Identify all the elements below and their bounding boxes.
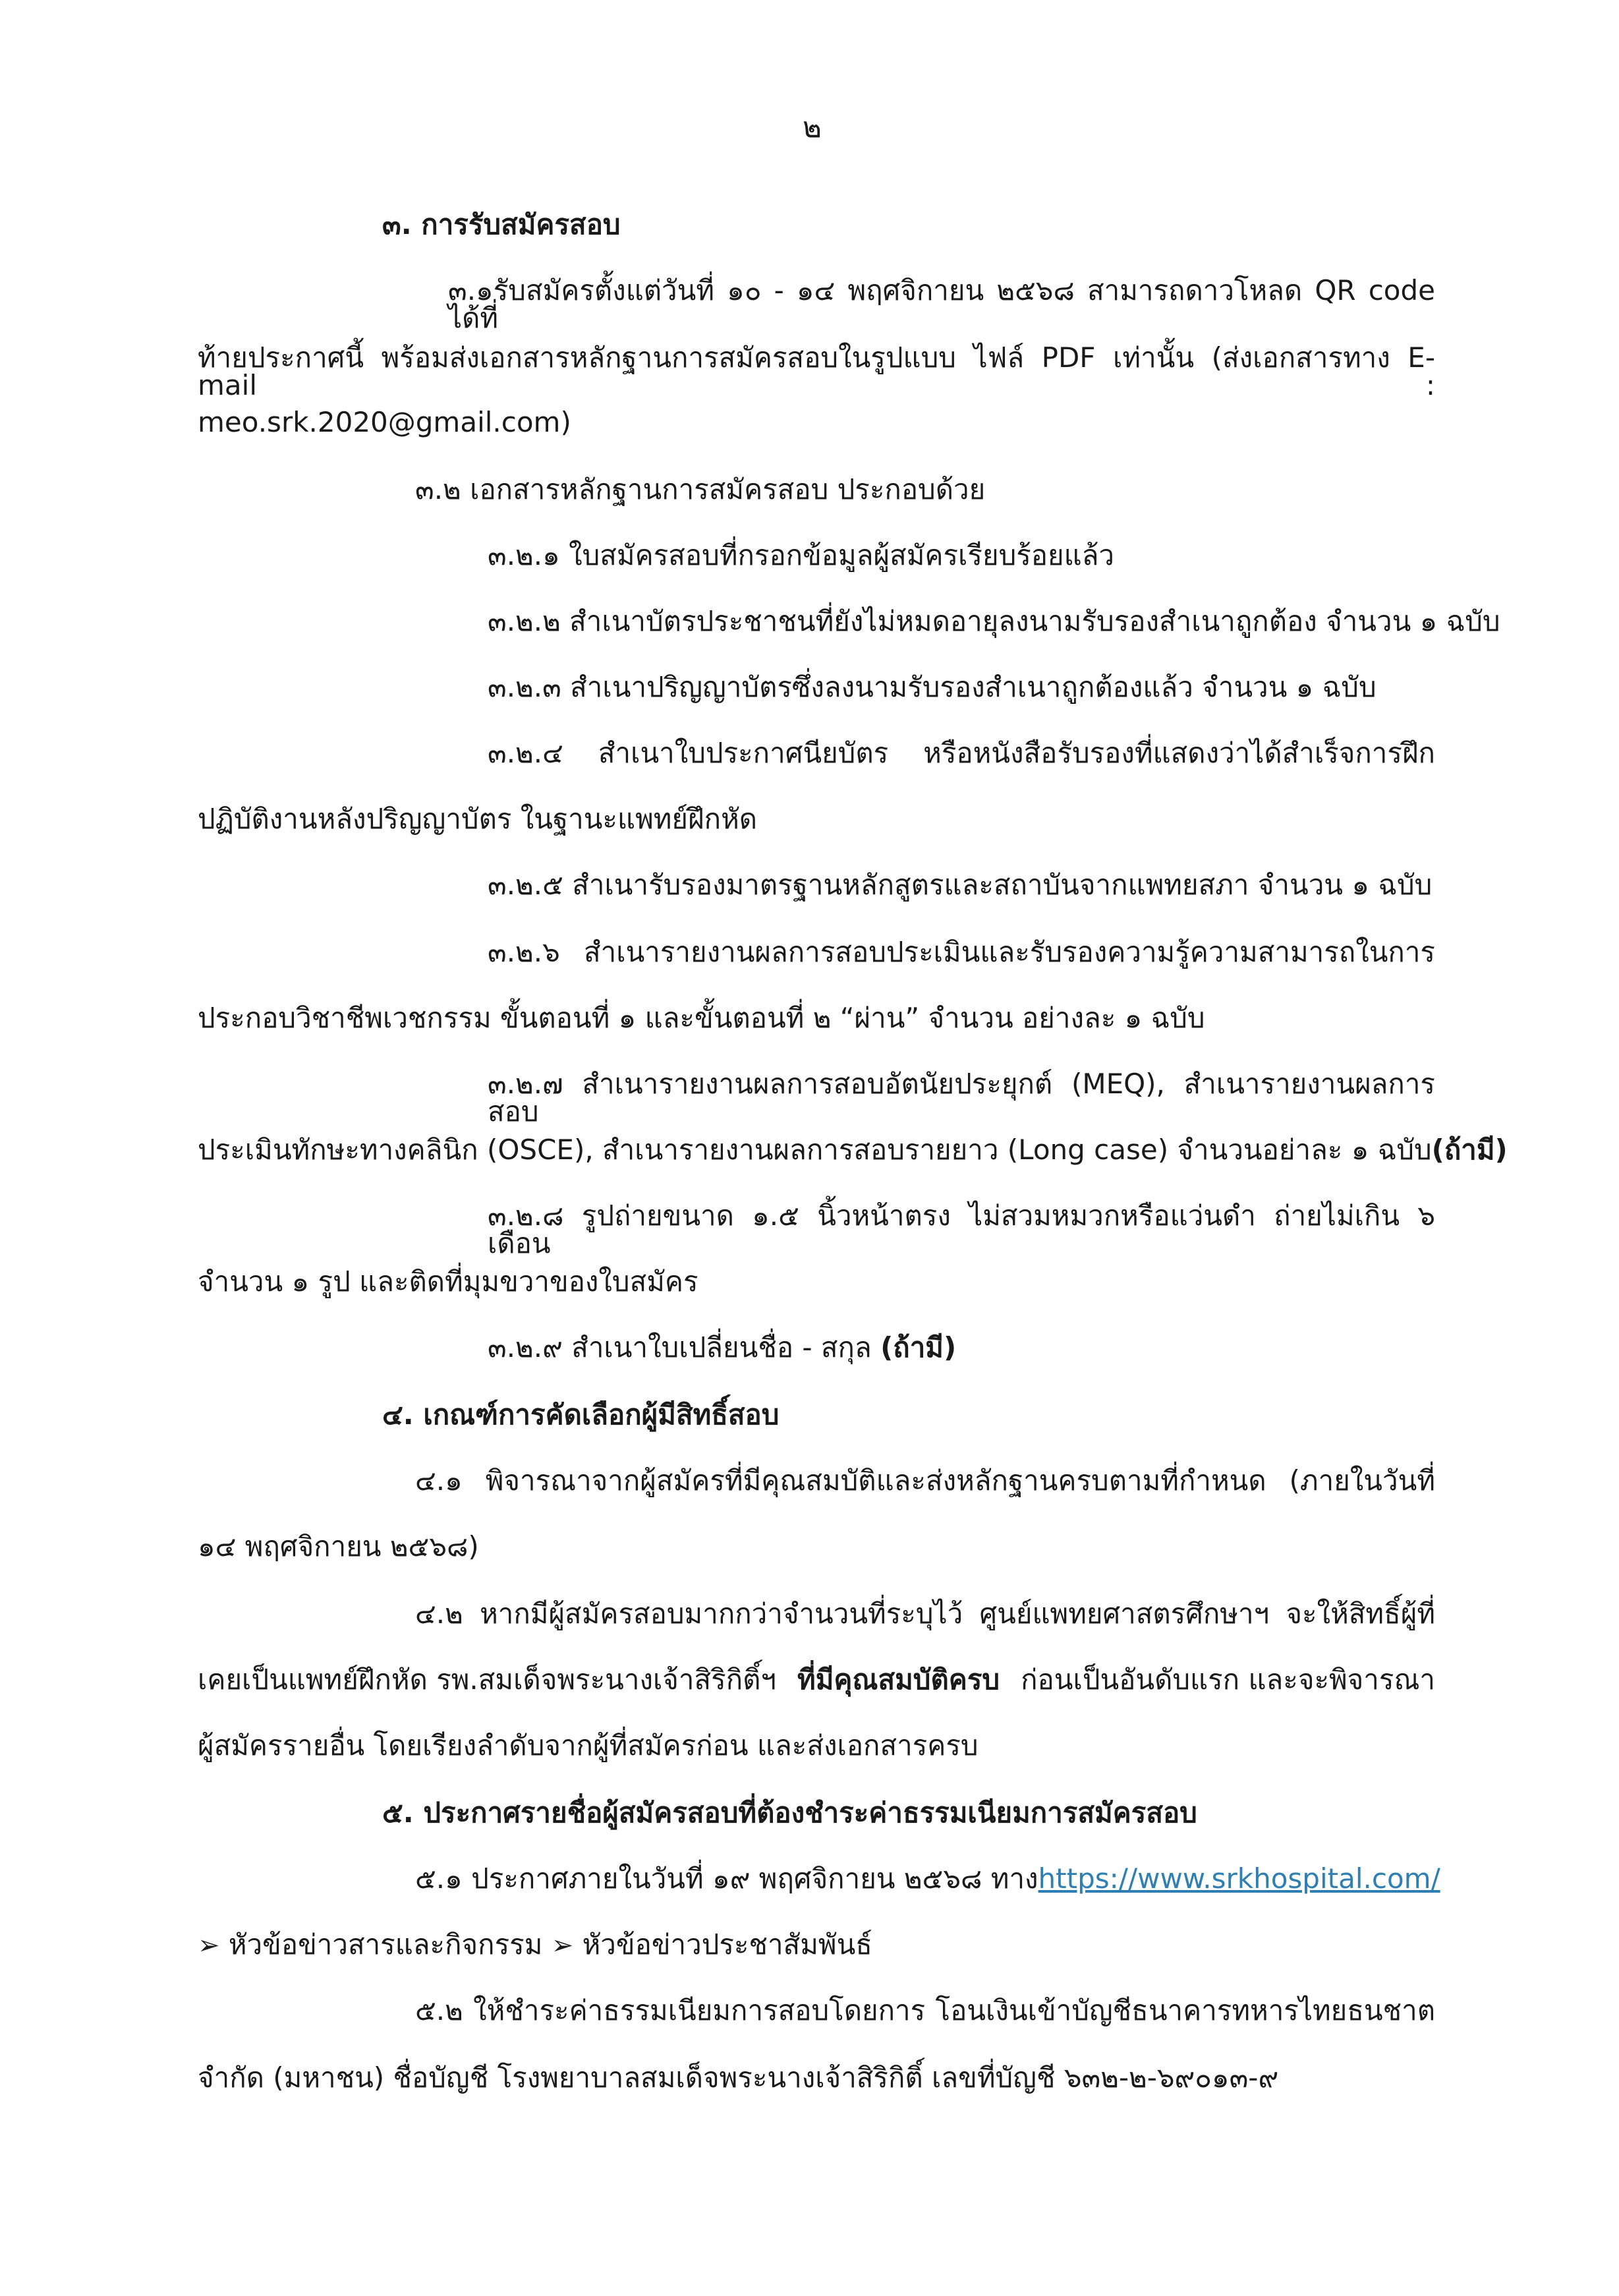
item-3-2-7-text: ประเมินทักษะทางคลินิก (OSCE), สำเนารายงานผลการสอบรายยาว (Long case) จำนวนอย่าละ ๑ ฉบับ (198, 1134, 1432, 1166)
para-5-2-line-2: จำกัด (มหาชน) ชื่อบัญชี โรงพยาบาลสมเด็จพระนางเจ้าสิริกิติ์ เลขที่บัญชี ๖๓๒-๒-๖๙๐๑๓-๙ (198, 2061, 1279, 2094)
qualified-emphasis: ที่มีคุณสมบัติครบ (797, 1663, 1000, 1696)
item-3-2-6-line-2: ประกอบวิชาชีพเวชกรรม ขั้นตอนที่ ๑ และขั้นตอนที่ ๒ “ผ่าน” จำนวน อย่างละ ๑ ฉบับ (198, 1002, 1205, 1034)
arrow-icon: ➢ (198, 1930, 220, 1961)
item-3-2-2: ๓.๒.๒ สำเนาบัตรประชาชนที่ยังไม่หมดอายุลงนามรับรองสำเนาถูกต้อง จำนวน ๑ ฉบับ (488, 605, 1500, 637)
item-3-2-8-line-1: ๓.๒.๘ รูปถ่ายขนาด ๑.๕ นิ้วหน้าตรง ไม่สวมหมวกหรือแว่นดำ ถ่ายไม่เกิน ๖ เดือน (488, 1199, 1435, 1259)
nav-public-relations: หัวข้อข่าวประชาสัมพันธ์ (582, 1928, 872, 1961)
para-4-1-line-2: ๑๔ พฤศจิกายน ๒๕๖๘) (198, 1530, 479, 1563)
item-3-2-9-text: ๓.๒.๙ สำเนาใบเปลี่ยนชื่อ - สกุล (488, 1331, 872, 1363)
para-3-2: ๓.๒ เอกสารหลักฐานการสมัครสอบ ประกอบด้วย (415, 473, 986, 505)
item-3-2-4-line-2: ปฏิบัติงานหลังปริญญาบัตร ในฐานะแพทย์ฝึกหัด (198, 803, 758, 835)
item-3-2-7-line-2 (198, 1134, 1508, 1166)
para-5-2-line-1: ๕.๒ ให้ชำระค่าธรรมเนียมการสอบโดยการ โอนเงินเข้าบัญชีธนาคารทหารไทยธนชาต (415, 1994, 1435, 2026)
para-4-2-line-3: ผู้สมัครรายอื่น โดยเรียงลำดับจากผู้ที่สมัครก่อน และส่งเอกสารครบ (198, 1729, 979, 1762)
para-3-1-line-2: ท้ายประกาศนี้ พร้อมส่งเอกสารหลักฐานการสมัครสอบในรูปแบบ ไฟล์ PDF เท่านั้น (ส่งเอกสารทาง E-mail : (198, 341, 1435, 401)
if-any-label: (ถ้ามี) (880, 1331, 957, 1363)
item-3-2-9 (488, 1331, 957, 1363)
item-3-2-8-line-2: จำนวน ๑ รูป และติดที่มุมขวาของใบสมัคร (198, 1265, 698, 1298)
item-3-2-4-line-1: ๓.๒.๔ สำเนาใบประกาศนียบัตร หรือหนังสือรับรองที่แสดงว่าได้สำเร็จการฝึก (488, 737, 1435, 769)
navigation-path (198, 1928, 872, 1961)
para-4-2-line-2 (198, 1663, 1435, 1696)
section-5-heading: ๕. ประกาศรายชื่อผู้สมัครสอบที่ต้องชำระค่าธรรมเนียมการสมัครสอบ (382, 1796, 1197, 1829)
nav-news-activities: หัวข้อข่าวสารและกิจกรรม (228, 1928, 543, 1961)
section-4-heading: ๔. เกณฑ์การคัดเลือกผู้มีสิทธิ์สอบ (382, 1398, 780, 1431)
arrow-icon: ➢ (551, 1930, 574, 1961)
para-3-1-line-3: meo.srk.2020@gmail.com) (198, 406, 571, 438)
para-4-2-text-a: เคยเป็นแพทย์ฝึกหัด รพ.สมเด็จพระนางเจ้าสิริกิติ์ฯ (198, 1663, 776, 1696)
page-number: ๒ (803, 111, 822, 144)
hospital-website-link[interactable]: https://www.srkhospital.com/ (1038, 1862, 1440, 1895)
para-3-1-line-1: ๓.๑รับสมัครตั้งแต่วันที่ ๑๐ - ๑๔ พฤศจิกายน ๒๕๖๘ สามารถดาวโหลด QR code ได้ที่ (448, 274, 1435, 334)
item-3-2-5: ๓.๒.๕ สำเนารับรองมาตรฐานหลักสูตรและสถาบันจากแพทยสภา จำนวน ๑ ฉบับ (488, 869, 1433, 901)
item-3-2-1: ๓.๒.๑ ใบสมัครสอบที่กรอกข้อมูลผู้สมัครเรียบร้อยแล้ว (488, 539, 1115, 571)
if-any-label: (ถ้ามี) (1431, 1134, 1508, 1166)
para-5-1-text: ๕.๑ ประกาศภายในวันที่ ๑๙ พฤศจิกายน ๒๕๖๘ ทาง (415, 1862, 1038, 1895)
para-5-1-line-1 (415, 1862, 1440, 1895)
para-4-1-line-1: ๔.๑ พิจารณาจากผู้สมัครที่มีคุณสมบัติและส่งหลักฐานครบตามที่กำหนด (ภายในวันที่ (415, 1464, 1435, 1497)
section-3-heading: ๓. การรับสมัครสอบ (382, 208, 621, 241)
item-3-2-3: ๓.๒.๓ สำเนาปริญญาบัตรซึ่งลงนามรับรองสำเนาถูกต้องแล้ว จำนวน ๑ ฉบับ (488, 671, 1377, 703)
para-4-2-text-c: ก่อนเป็นอันดับแรก และจะพิจารณา (1021, 1663, 1435, 1696)
item-3-2-7-line-1: ๓.๒.๗ สำเนารายงานผลการสอบอัตนัยประยุกต์ (MEQ), สำเนารายงานผลการสอบ (488, 1068, 1435, 1128)
item-3-2-6-line-1: ๓.๒.๖ สำเนารายงานผลการสอบประเมินและรับรองความรู้ความสามารถในการ (488, 936, 1435, 968)
para-4-2-line-1: ๔.๒ หากมีผู้สมัครสอบมากกว่าจำนวนที่ระบุไว้ ศูนย์แพทยศาสตรศึกษาฯ จะให้สิทธิ์ผู้ที่ (415, 1597, 1435, 1630)
